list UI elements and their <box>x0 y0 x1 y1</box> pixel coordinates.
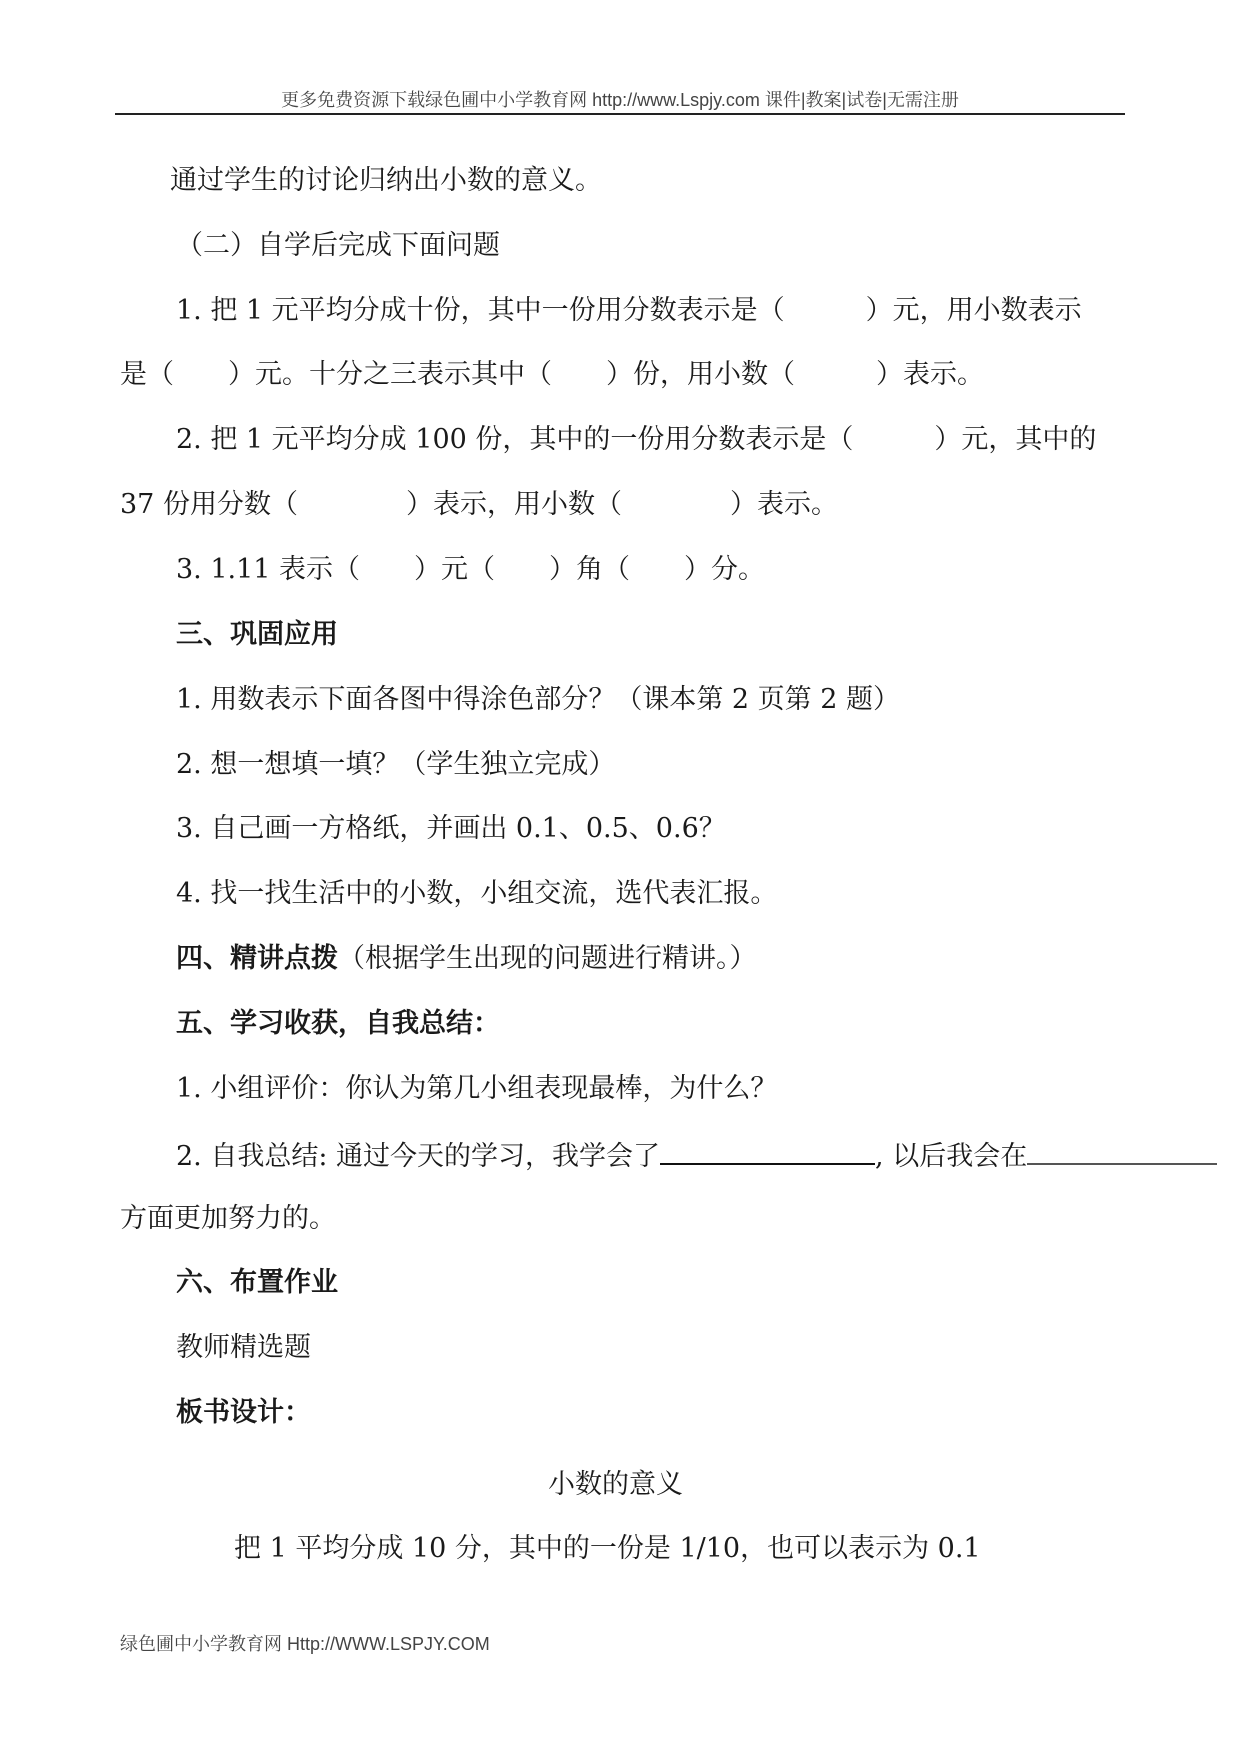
section-6-item-1: 教师精选题 <box>176 1332 311 1363</box>
board-content: 把 1 平均分成 10 分，其中的一份是 1/10，也可以表示为 0.1 <box>234 1533 981 1564</box>
self-summary-prefix: 2. 自我总结: 通过今天的学习，我学会了 <box>176 1141 661 1172</box>
section-5-item-2 <box>176 1137 1217 1174</box>
section-3-item-4: 4. 找一找生活中的小数，小组交流，选代表汇报。 <box>176 878 778 909</box>
section-4-line <box>176 942 757 976</box>
question-2-line-2: 37 份用分数（ ）表示，用小数（ ）表示。 <box>120 489 838 520</box>
section-3-item-1: 1. 用数表示下面各图中得涂色部分？（课本第 2 页第 2 题） <box>176 684 901 715</box>
learned-blank <box>660 1137 875 1165</box>
section-5-item-1: 1. 小组评价：你认为第几小组表现最棒，为什么？ <box>176 1073 778 1104</box>
question-3: 3. 1.11 表示（ ）元（ ）角（ ）分。 <box>176 554 766 585</box>
section-6-title: 六、布置作业 <box>176 1267 338 1298</box>
section-3-title: 三、巩固应用 <box>176 619 338 650</box>
header-divider <box>115 113 1125 115</box>
section-3-item-3: 3. 自己画一方格纸，并画出 0.1、0.5、0.6？ <box>176 813 726 844</box>
question-2-line-1: 2. 把 1 元平均分成 100 份，其中的一份用分数表示是（ ）元，其中的 <box>176 424 1097 455</box>
section-4-note: （根据学生出现的问题进行精讲。） <box>338 943 757 974</box>
page-footer: 绿色圃中小学教育网 Http://WWW.LSPJY.COM <box>120 1634 490 1654</box>
board-heading: 小数的意义 <box>548 1469 683 1500</box>
question-1-line-1: 1. 把 1 元平均分成十份，其中一份用分数表示是（ ）元，用小数表示 <box>176 295 1082 326</box>
subsection-2-title: （二）自学后完成下面问题 <box>176 230 500 261</box>
intro-text: 通过学生的讨论归纳出小数的意义。 <box>170 165 602 196</box>
board-design-title: 板书设计： <box>176 1397 311 1428</box>
section-5-title: 五、学习收获，自我总结： <box>176 1008 500 1039</box>
section-3-item-2: 2. 想一想填一填？（学生独立完成） <box>176 749 616 780</box>
self-summary-middle: , 以后我会在 <box>875 1141 1028 1172</box>
effort-blank <box>1027 1137 1217 1165</box>
page-header: 更多免费资源下载绿色圃中小学教育网 http://www.Lspjy.com 课件|教案|试卷|无需注册 <box>281 90 959 110</box>
section-4-title: 四、精讲点拨 <box>176 943 338 974</box>
question-1-line-2: 是（ ）元。十分之三表示其中（ ）份，用小数（ ）表示。 <box>120 359 984 390</box>
section-5-item-2-cont: 方面更加努力的。 <box>120 1203 336 1234</box>
